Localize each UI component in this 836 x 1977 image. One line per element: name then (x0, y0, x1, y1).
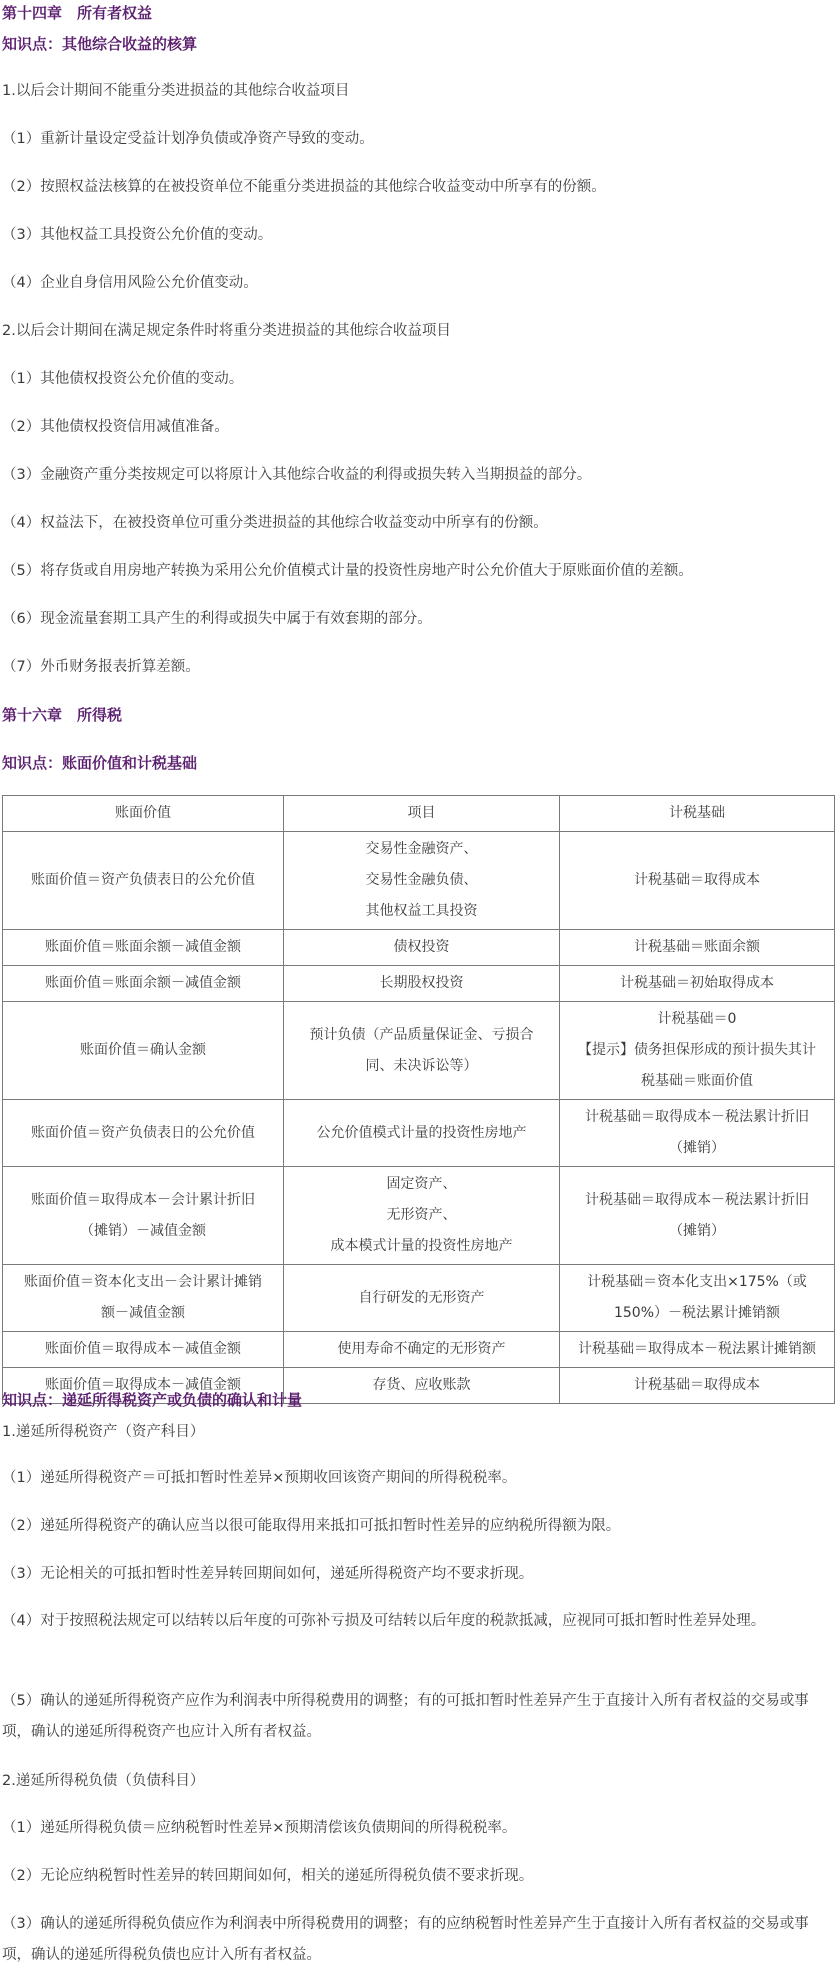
cell-line: 计税基础＝取得成本－税法累计折旧 (585, 1191, 809, 1208)
cell-line: 无形资产、 (386, 1207, 457, 1223)
cell-line: 存货、应收账款 (372, 1377, 471, 1393)
cell-line: 账面价值＝资产负债表日的公允价值 (31, 872, 255, 888)
cell-line: 固定资产、 (386, 1176, 457, 1192)
cell-line: 账面价值＝取得成本－会计累计折旧 (31, 1191, 255, 1208)
item-cell (284, 1167, 560, 1265)
dtl-item: （1）递延所得税负债＝应纳税暂时性差异×预期清偿该负债期间的所得税税率。 (2, 1820, 517, 1836)
item-cell (284, 832, 560, 930)
cell-line: 长期股权投资 (379, 975, 464, 991)
knowledge-point-deferred-tax-title: 知识点：递延所得税资产或负债的确认和计量 (2, 1391, 303, 1409)
item-cell (284, 1100, 560, 1167)
oci-group-2-item: （1）其他债权投资公允价值的变动。 (2, 371, 244, 387)
cell-line: 计税基础＝资本化支出×175%（或 (587, 1274, 807, 1290)
cell-line: （摊销） (669, 1222, 725, 1239)
book-value-cell (3, 1002, 284, 1100)
cell-line: 150%）－税法累计摊销额 (613, 1305, 781, 1321)
oci-group-2-item: （5）将存货或自用房地产转换为采用公允价值模式计量的投资性房地产时公允价值大于原账面价值的差额。 (2, 563, 693, 579)
book-value-cell (3, 1265, 284, 1332)
cell-line: 计税基础＝取得成本－税法累计摊销额 (578, 1341, 816, 1357)
oci-group-2-item: （4）权益法下，在被投资单位可重分类进损益的其他综合收益变动中所享有的份额。 (2, 515, 548, 531)
table-row (3, 1002, 835, 1100)
cell-line: 账面价值＝资本化支出－会计累计摊销 (24, 1274, 262, 1290)
tax-base-cell (560, 1265, 835, 1332)
chapter-14-title: 第十四章 所有者权益 (2, 4, 153, 22)
oci-group-1-item: （3）其他权益工具投资公允价值的变动。 (2, 227, 273, 243)
oci-group-1-title: 1.以后会计期间不能重分类进损益的其他综合收益项目 (2, 83, 350, 99)
cell-line: 计税基础＝账面余额 (634, 939, 760, 955)
cell-line: 账面价值＝资产负债表日的公允价值 (31, 1124, 255, 1141)
cell-line: 账面价值＝账面余额－减值金额 (45, 975, 241, 991)
oci-group-1-item: （2）按照权益法核算的在被投资单位不能重分类进损益的其他综合收益变动中所享有的份额。 (2, 179, 606, 195)
table-row (3, 1167, 835, 1265)
cell-line: 债权投资 (393, 939, 450, 955)
cell-line: 成本模式计量的投资性房地产 (330, 1238, 513, 1254)
knowledge-point-tax-base-title: 知识点：账面价值和计税基础 (2, 754, 198, 772)
dtl-item: （2）无论应纳税暂时性差异的转回期间如何，相关的递延所得税负债不要求折现。 (2, 1868, 534, 1884)
tax-base-cell (560, 832, 835, 930)
cell-line: 计税基础＝取得成本－税法累计折旧 (585, 1109, 809, 1125)
cell-line: 税基础＝账面价值 (641, 1073, 753, 1089)
tax-base-cell (560, 1332, 835, 1368)
table-header-row (3, 796, 835, 832)
oci-group-2-item: （3）金融资产重分类按规定可以将原计入其他综合收益的利得或损失转入当期损益的部分。 (2, 467, 592, 483)
dtl-title: 2.递延所得税负债（负债科目） (2, 1773, 205, 1789)
oci-group-1-item: （4）企业自身信用风险公允价值变动。 (2, 275, 258, 291)
knowledge-point-oci-title: 知识点：其他综合收益的核算 (2, 35, 198, 53)
table-header-cell: 计税基础 (560, 796, 835, 832)
dta-title: 1.递延所得税资产（资产科目） (2, 1424, 205, 1440)
book-value-cell (3, 966, 284, 1002)
cell-line: 使用寿命不确定的无形资产 (337, 1341, 506, 1357)
chapter-16-title: 第十六章 所得税 (2, 706, 123, 724)
table-header-cell: 项目 (284, 796, 560, 832)
book-value-cell (3, 832, 284, 930)
cell-line: 交易性金融负债、 (365, 872, 478, 888)
book-value-cell (3, 930, 284, 966)
table-row (3, 966, 835, 1002)
table-row (3, 930, 835, 966)
book-value-cell (3, 1167, 284, 1265)
cell-line: 其他权益工具投资 (365, 903, 478, 919)
book-value-cell (3, 1100, 284, 1167)
cell-line: 预计负债（产品质量保证金、亏损合 (309, 1026, 534, 1043)
tax-base-cell (560, 930, 835, 966)
cell-line: 账面价值＝账面余额－减值金额 (45, 939, 241, 955)
dta-item: （3）无论相关的可抵扣暂时性差异转回期间如何，递延所得税资产均不要求折现。 (2, 1566, 534, 1582)
table-header-cell: 账面价值 (3, 796, 284, 832)
dtl-item: （3）确认的递延所得税负债应作为利润表中所得税费用的调整；有的应纳税暂时性差异产生于直接计入所有者权益的交易或事项，确认的递延所得税负债也应计入所有者权益。 (2, 1916, 809, 1963)
oci-group-2-item: （2）其他债权投资信用减值准备。 (2, 419, 229, 435)
item-cell (284, 966, 560, 1002)
dta-item: （2）递延所得税资产的确认应当以很可能取得用来抵扣可抵扣暂时性差异的应纳税所得额为限。 (2, 1518, 621, 1534)
cell-line: 账面价值＝确认金额 (80, 1042, 206, 1058)
cell-line: 额－减值金额 (101, 1305, 185, 1321)
dta-item: （5）确认的递延所得税资产应作为利润表中所得税费用的调整；有的可抵扣暂时性差异产生于直接计入所有者权益的交易或事项，确认的递延所得税资产也应计入所有者权益。 (2, 1693, 809, 1740)
tax-base-cell (560, 966, 835, 1002)
cell-line: 公允价值模式计量的投资性房地产 (316, 1124, 527, 1141)
table-row (3, 1265, 835, 1332)
cell-line: 计税基础＝取得成本 (634, 872, 760, 888)
table-row (3, 832, 835, 930)
book-value-cell (3, 1332, 284, 1368)
table-row (3, 1332, 835, 1368)
tax-base-cell (560, 1100, 835, 1167)
cell-line: 计税基础＝0 (657, 1011, 737, 1027)
item-cell (284, 1002, 560, 1100)
oci-group-2-item: （7）外币财务报表折算差额。 (2, 659, 200, 675)
cell-line: 自行研发的无形资产 (358, 1289, 485, 1306)
item-cell (284, 1332, 560, 1368)
tax-base-table (2, 795, 835, 1404)
cell-line: 交易性金融资产、 (365, 841, 478, 857)
cell-line: 【提示】债务担保形成的预计损失其计 (578, 1042, 816, 1058)
table-row (3, 1100, 835, 1167)
cell-line: 计税基础＝初始取得成本 (620, 975, 774, 991)
item-cell (284, 930, 560, 966)
tax-base-cell (560, 1167, 835, 1265)
cell-line: （摊销） (669, 1140, 725, 1156)
dta-item: （1）递延所得税资产＝可抵扣暂时性差异×预期收回该资产期间的所得税税率。 (2, 1470, 517, 1486)
cell-line: 账面价值＝取得成本－减值金额 (45, 1377, 241, 1393)
tax-base-cell (560, 1002, 835, 1100)
cell-line: （摊销）－减值金额 (80, 1222, 206, 1239)
oci-group-2-title: 2.以后会计期间在满足规定条件时将重分类进损益的其他综合收益项目 (2, 323, 451, 339)
cell-line: 计税基础＝取得成本 (634, 1377, 760, 1393)
cell-line: 账面价值＝取得成本－减值金额 (45, 1341, 241, 1357)
dta-item: （4）对于按照税法规定可以结转以后年度的可弥补亏损及可结转以后年度的税款抵减，应视同可抵扣暂时性差异处理。 (2, 1613, 766, 1629)
oci-group-2-item: （6）现金流量套期工具产生的利得或损失中属于有效套期的部分。 (2, 611, 432, 627)
oci-group-1-item: （1）重新计量设定受益计划净负债或净资产导致的变动。 (2, 131, 374, 147)
item-cell (284, 1265, 560, 1332)
cell-line: 同、未决诉讼等） (365, 1057, 478, 1074)
